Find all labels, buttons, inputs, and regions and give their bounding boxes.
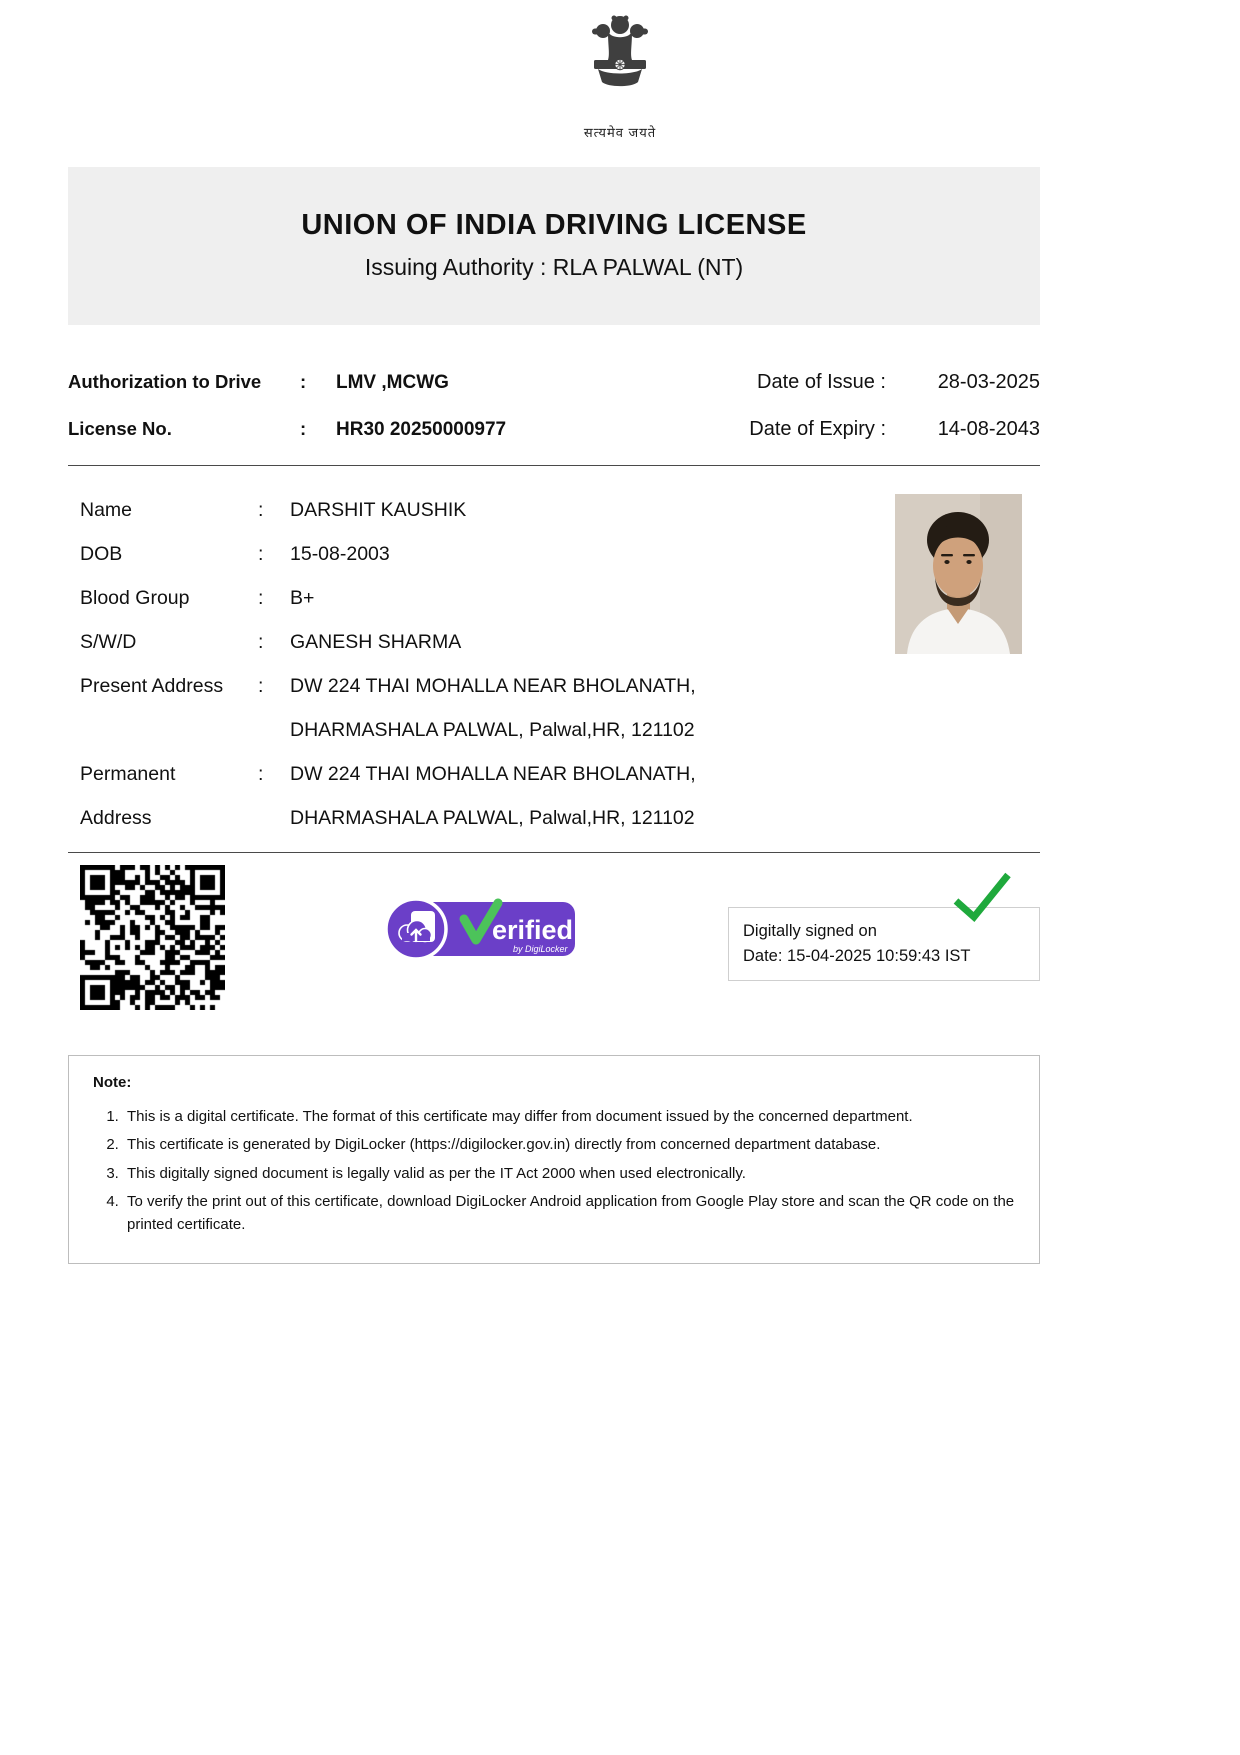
note-item: 1. This is a digital certificate. The format of this certificate may differ from document issued by the concerned department. bbox=[123, 1105, 1015, 1128]
note-list bbox=[93, 1105, 1015, 1236]
address-line-2: DHARMASHALA PALWAL, Palwal,HR, 121102 bbox=[290, 807, 695, 829]
colon: : bbox=[258, 631, 264, 653]
field-value bbox=[282, 752, 1040, 840]
date-of-issue-value: 28-03-2025 bbox=[937, 371, 1040, 393]
field-value: 15-08-2003 bbox=[290, 543, 390, 565]
divider bbox=[68, 465, 1040, 466]
colon: : bbox=[258, 675, 264, 697]
colon: : bbox=[258, 499, 264, 521]
verified-label: erified bbox=[492, 915, 574, 945]
authorization-value: LMV ,MCWG bbox=[336, 372, 449, 393]
field-label: Present Address bbox=[80, 675, 224, 697]
signature-line-1: Digitally signed on bbox=[743, 922, 877, 940]
field-value: B+ bbox=[290, 587, 315, 609]
holder-details bbox=[68, 488, 1040, 840]
digilocker-verified-badge bbox=[379, 895, 579, 967]
note-item: 4. To verify the print out of this certificate, download DigiLocker Android application from Google Play store and scan the QR code on the printed certificate. bbox=[123, 1190, 1015, 1237]
date-of-expiry-label: Date of Expiry : bbox=[749, 418, 886, 440]
colon: : bbox=[258, 763, 264, 785]
header-band bbox=[68, 167, 1040, 325]
field-label: DOB bbox=[80, 543, 123, 565]
field-label: S/W/D bbox=[80, 631, 137, 653]
emblem-of-india-icon bbox=[580, 12, 660, 116]
qr-code bbox=[80, 865, 225, 1010]
date-of-expiry-value: 14-08-2043 bbox=[937, 418, 1040, 440]
field-value: GANESH SHARMA bbox=[290, 631, 462, 653]
emblem-motto: सत्यमेव जयते bbox=[583, 125, 657, 140]
verification-row bbox=[68, 865, 1040, 1015]
detail-row-permanent-address bbox=[80, 752, 1040, 840]
qr-section bbox=[80, 865, 230, 1015]
field-value: DARSHIT KAUSHIK bbox=[290, 499, 467, 521]
verified-badge-section bbox=[230, 865, 728, 967]
note-title: Note: bbox=[93, 1074, 132, 1091]
license-no-label: License No. bbox=[68, 418, 172, 439]
signature-line-2: Date: 15-04-2025 10:59:43 IST bbox=[743, 946, 971, 965]
license-no-value: HR30 20250000977 bbox=[336, 419, 507, 440]
authorization-label: Authorization to Drive bbox=[68, 371, 262, 392]
issuing-authority: Issuing Authority : RLA PALWAL (NT) bbox=[364, 254, 744, 280]
colon: : bbox=[258, 587, 264, 609]
license-meta bbox=[68, 359, 1040, 453]
note-box bbox=[68, 1055, 1040, 1264]
document-title: UNION OF INDIA DRIVING LICENSE bbox=[301, 209, 807, 241]
meta-row-license-no bbox=[68, 406, 1040, 453]
certificate-content bbox=[68, 167, 1040, 1264]
address-line-1: DW 224 THAI MOHALLA NEAR BHOLANATH, bbox=[290, 763, 696, 785]
field-value bbox=[282, 664, 1040, 752]
address-line-1: DW 224 THAI MOHALLA NEAR BHOLANATH, bbox=[290, 675, 696, 697]
note-item: 2. This certificate is generated by DigiLocker (https://digilocker.gov.in) directly from concerned department database. bbox=[123, 1133, 1015, 1156]
colon: : bbox=[300, 418, 307, 439]
detail-row-present-address bbox=[80, 664, 1040, 752]
emblem-section bbox=[0, 0, 1240, 141]
digital-signature-section bbox=[728, 907, 1040, 981]
divider bbox=[68, 852, 1040, 853]
note-item: 3. This digitally signed document is legally valid as per the IT Act 2000 when used electronically. bbox=[123, 1162, 1015, 1185]
address-line-2: DHARMASHALA PALWAL, Palwal,HR, 121102 bbox=[290, 719, 695, 741]
colon: : bbox=[258, 543, 264, 565]
license-photo bbox=[895, 494, 1022, 654]
by-digilocker-label: by DigiLocker bbox=[513, 944, 568, 954]
field-label: Name bbox=[80, 499, 133, 521]
meta-row-authorization bbox=[68, 359, 1040, 406]
field-label: Blood Group bbox=[80, 587, 190, 609]
colon: : bbox=[300, 371, 307, 392]
signature-check-icon bbox=[950, 871, 1014, 923]
field-label: Permanent Address bbox=[80, 763, 176, 829]
date-of-issue-label: Date of Issue : bbox=[757, 371, 886, 393]
